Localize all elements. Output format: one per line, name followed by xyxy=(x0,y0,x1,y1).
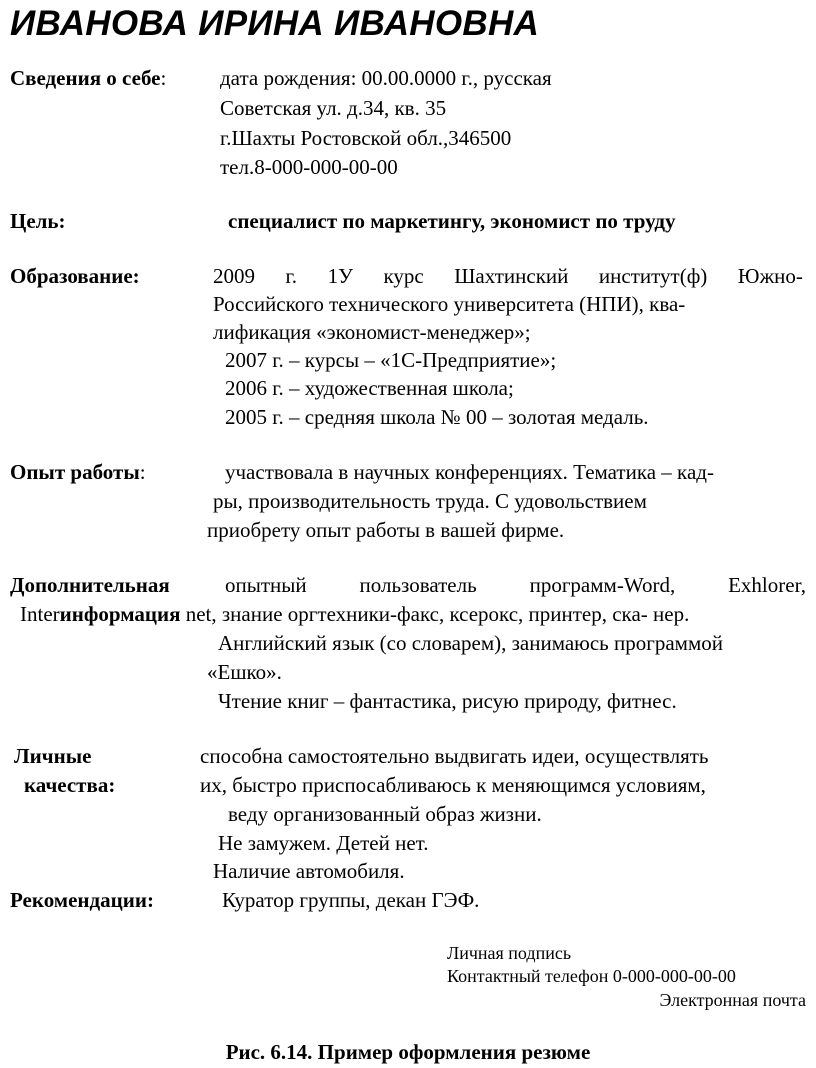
additional-line: «Ешко». xyxy=(207,660,282,684)
personal-line: их, быстро приспосабливаюсь к меняющимся условиям, xyxy=(200,773,706,797)
additional-label: Дополнительная xyxy=(10,573,170,597)
signature-text: Личная подпись xyxy=(447,943,572,963)
education-line: 2007 г. – курсы – «1С-Предприятие»; xyxy=(225,348,557,372)
goal-label: Цель: xyxy=(10,209,66,233)
recommendations-label: Рекомендации: xyxy=(10,888,154,912)
word: Шахтинский xyxy=(454,264,569,288)
word: пользователь xyxy=(359,573,477,597)
figure-caption: Рис. 6.14. Пример оформления резюме xyxy=(225,1040,591,1064)
education-line: лификация «экономист-менеджер»; xyxy=(213,320,531,344)
personal-label: Личные xyxy=(14,744,92,768)
education-line: 2005 г. – средняя школа № 00 – золотая медаль. xyxy=(225,405,649,429)
word: программ-Word, xyxy=(529,573,676,597)
about-label: Сведения о себе: xyxy=(10,66,167,90)
additional-line: Чтение книг – фантастика, рисую природу, фитнес. xyxy=(218,689,677,713)
word: Exhlorer, xyxy=(728,573,806,597)
education-line: Российского технического университета (НПИ), ква- xyxy=(213,292,686,316)
experience-line: приобрету опыт работы в вашей фирме. xyxy=(207,518,565,542)
word: Южно- xyxy=(737,264,803,288)
additional-first-line xyxy=(225,573,806,598)
word: курс xyxy=(383,264,424,288)
personal-line: Наличие автомобиля. xyxy=(213,859,405,883)
word: 2009 xyxy=(213,264,255,288)
education-first-line xyxy=(213,264,803,289)
resume-title: ИВАНОВА ИРИНА ИВАНОВНА xyxy=(10,4,540,43)
word: 1У xyxy=(327,264,353,288)
email-text: Электронная почта xyxy=(659,990,806,1010)
experience-label: Опыт работы: xyxy=(10,460,146,484)
additional-second-line: Interинформация net, знание оргтехники-факс, ксерокс, принтер, ска- нер. xyxy=(20,602,690,626)
additional-line: Английский язык (со словарем), занимаюсь программой xyxy=(218,631,723,655)
goal-text: специалист по маркетингу, экономист по труду xyxy=(228,209,676,233)
personal-line: веду организованный образ жизни. xyxy=(228,802,542,826)
about-line: дата рождения: 00.00.0000 г., русская xyxy=(220,66,552,90)
about-line: г.Шахты Ростовской обл.,346500 xyxy=(220,126,512,150)
contact-phone: Контактный телефон 0-000-000-00-00 xyxy=(447,966,736,986)
word: институт(ф) xyxy=(598,264,708,288)
about-line: тел.8-000-000-00-00 xyxy=(220,155,398,179)
personal-line: Не замужем. Детей нет. xyxy=(218,831,429,855)
about-line: Советская ул. д.34, кв. 35 xyxy=(220,96,447,120)
education-line: 2006 г. – художественная школа; xyxy=(225,376,514,400)
word: опытный xyxy=(225,573,307,597)
experience-line: участвовала в научных конференциях. Тематика – кад- xyxy=(225,460,714,484)
personal-label: качества: xyxy=(24,773,116,797)
experience-line: ры, производительность труда. С удовольствием xyxy=(213,489,647,513)
word: г. xyxy=(285,264,298,288)
education-label: Образование: xyxy=(10,264,140,288)
personal-line: способна самостоятельно выдвигать идеи, осуществлять xyxy=(200,744,709,768)
recommendations-text: Куратор группы, декан ГЭФ. xyxy=(222,888,480,912)
